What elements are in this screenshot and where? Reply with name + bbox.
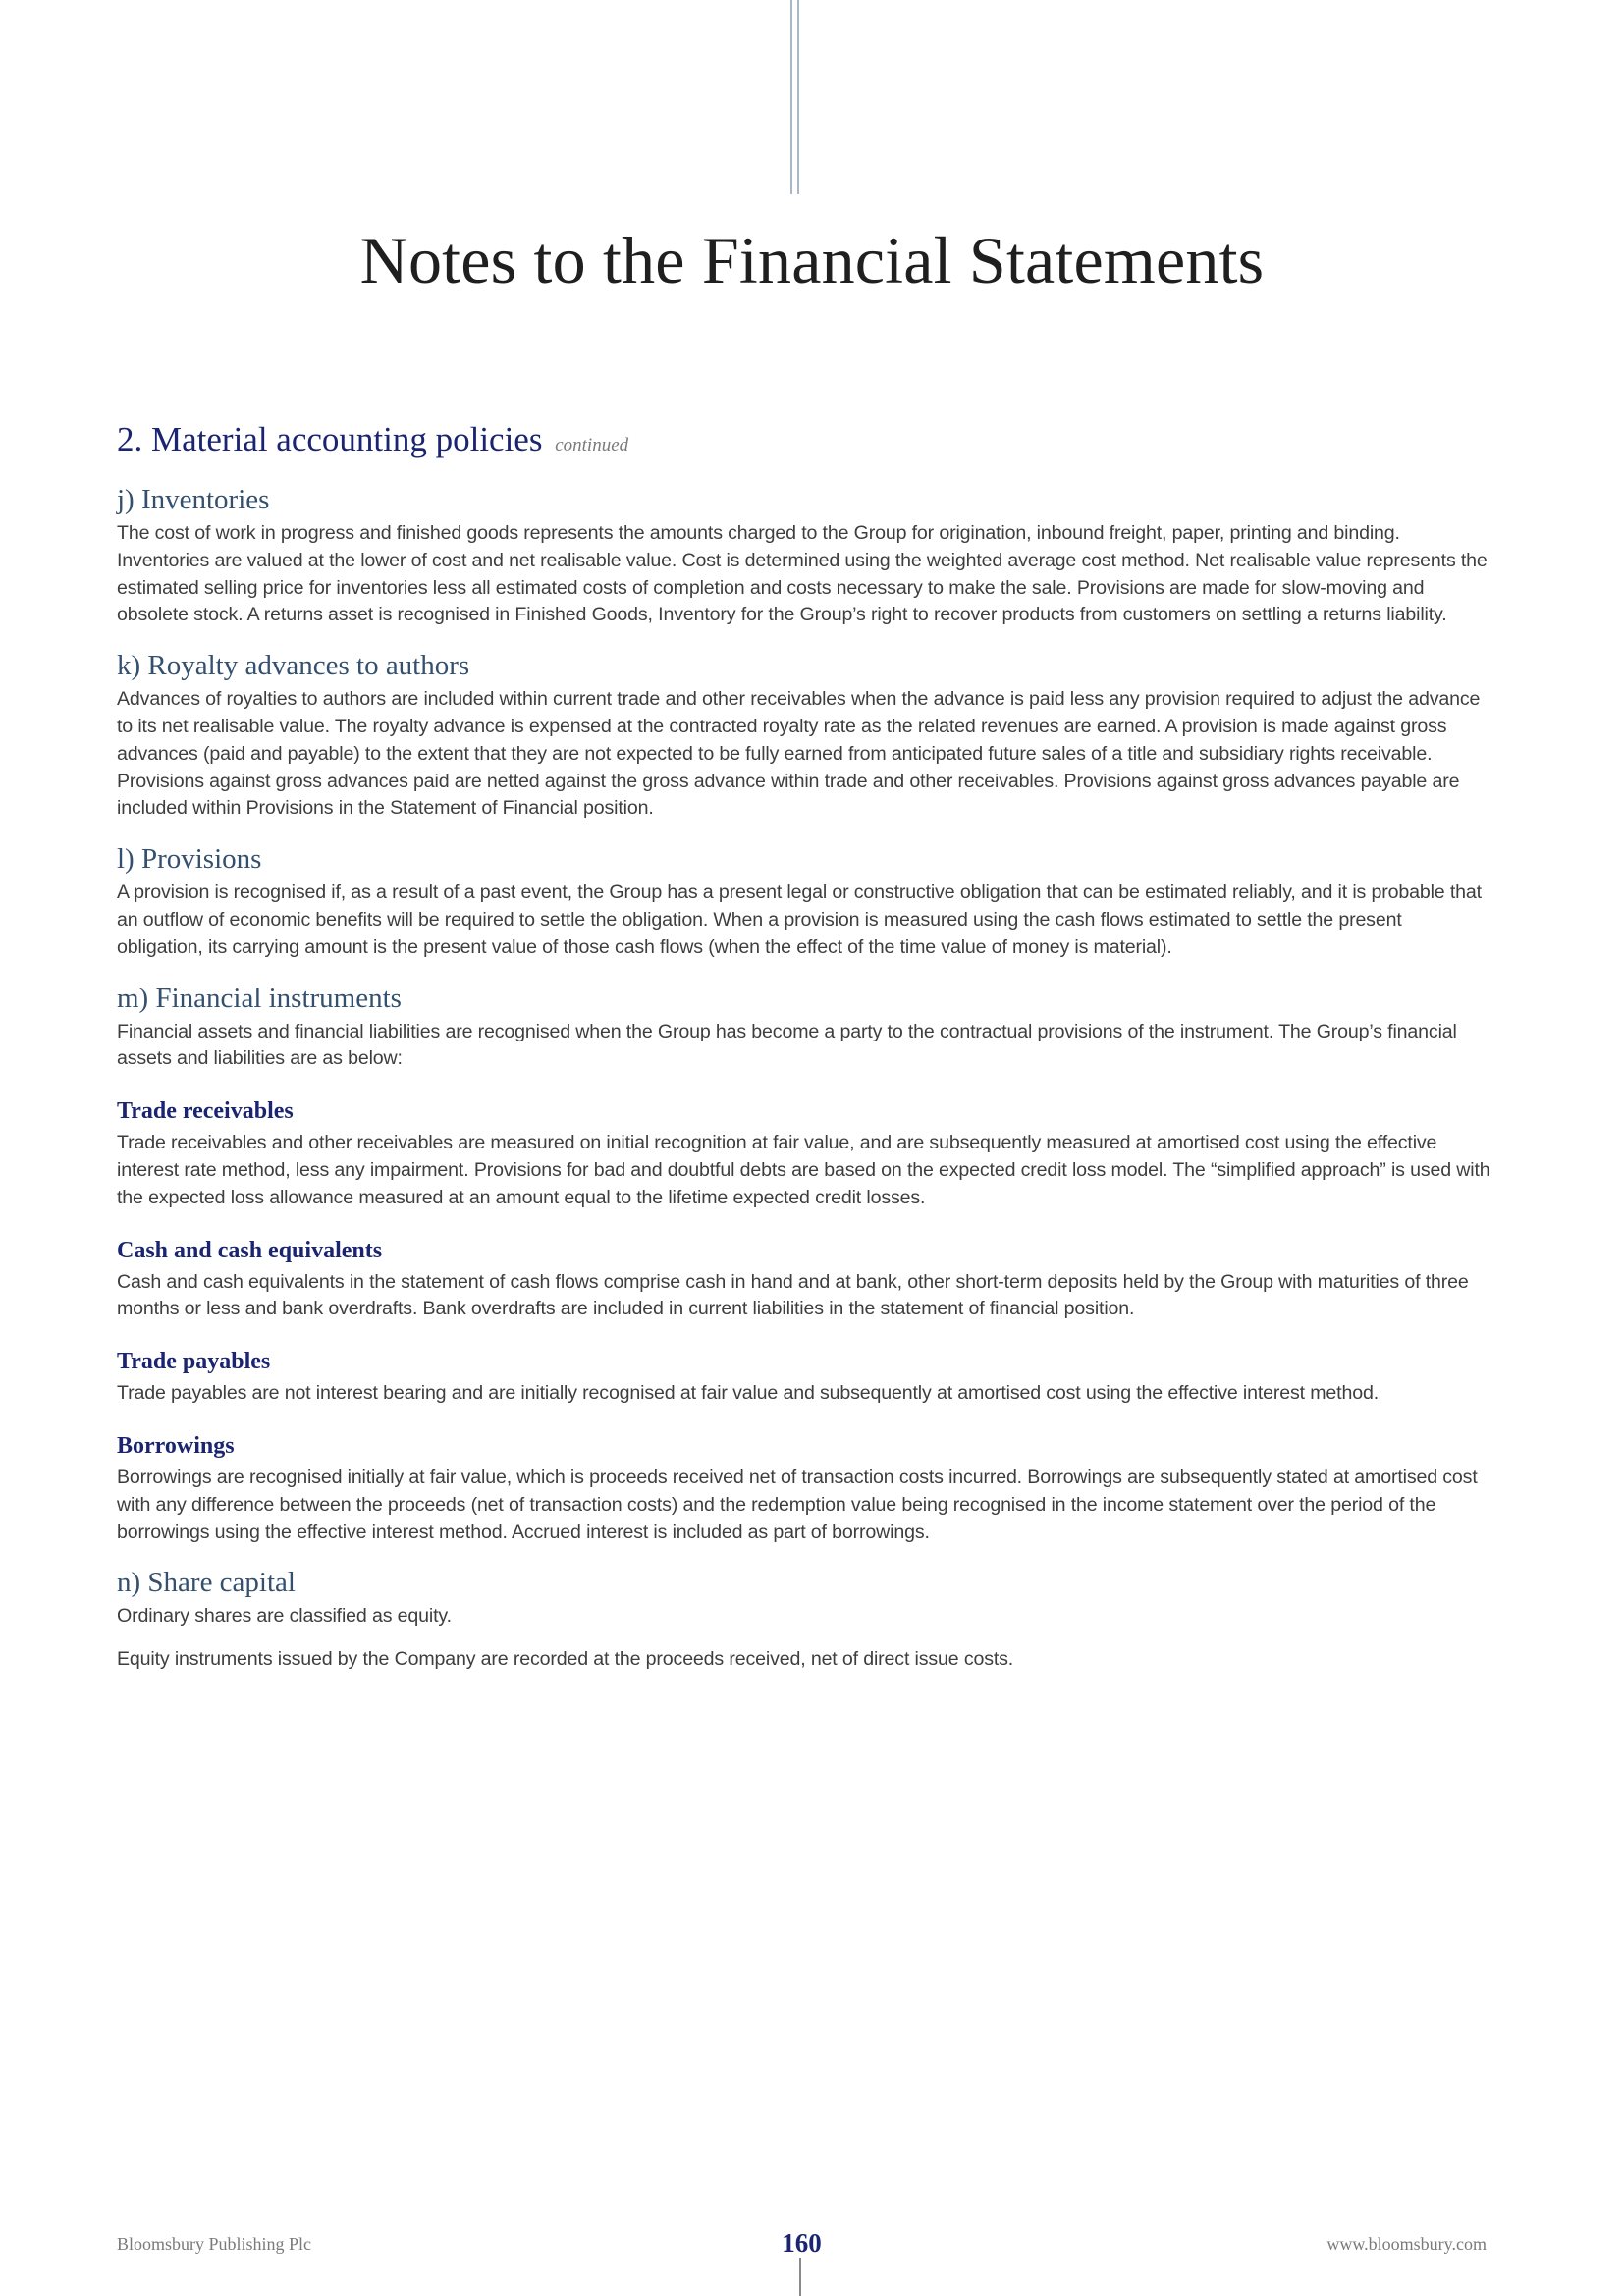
page-number: 160: [782, 2228, 822, 2258]
document-body: [117, 416, 1491, 1689]
section-royalty-advances: [117, 645, 1491, 823]
subheading-financial-instruments: m) Financial instruments: [117, 982, 402, 1014]
rule-line: [797, 0, 799, 194]
subheading-share-capital: n) Share capital: [117, 1567, 296, 1599]
subheading-provisions: l) Provisions: [117, 843, 262, 876]
minor-heading-cash-equivalents: Cash and cash equivalents: [117, 1237, 383, 1263]
paragraph: Ordinary shares are classified as equity.: [117, 1605, 452, 1628]
section-title: [117, 416, 1491, 469]
paragraph: Borrowings are recognised initially at fair value, which is proceeds received net of transaction costs incurred. Borrowings are subsequently stated at amortised cost with any difference between the proceeds (net of transaction costs) and the redemption value being recognised in the income statement over the period of the borrowings using the effective interest method. Accrued interest is included as part of borrowings.: [117, 1466, 1478, 1543]
bottom-decorative-rule: [799, 2258, 801, 2296]
section-inventories: [117, 479, 1491, 629]
footer-website-link[interactable]: www.bloomsbury.com: [1326, 2234, 1487, 2254]
paragraph: Cash and cash equivalents in the statement of cash flows comprise cash in hand and at bank, other short-term deposits held by the Group with maturities of three months or less and bank overdrafts. Bank overdrafts are included in current liabilities in the statement of financial position.: [117, 1270, 1469, 1320]
page-footer: [117, 2228, 1487, 2264]
top-decorative-rule: [790, 0, 800, 194]
continued-label: continued: [555, 435, 629, 455]
paragraph: Trade receivables and other receivables are measured on initial recognition at fair value, and are subsequently measured at amortised cost using the effective interest rate method, less any impairment. Provisions for bad and doubtful debts are based on the expected credit loss model. The “simplified approach” is used with the expected loss allowance measured at an amount equal to the lifetime expected credit losses.: [117, 1132, 1490, 1208]
paragraph: Advances of royalties to authors are included within current trade and other receivables when the advance is paid less any provision required to adjust the advance to its net realisable value. The royalty advance is expensed at the contracted royalty rate as the related revenues are earned. A provision is made against gross advances (paid and payable) to the extent that they are not expected to be fully earned from anticipated future sales of a title and subsidiary rights receivable. Provisions against gross advances paid are netted against the gross advance within trade and other receivables. Provisions against gross advances payable are included within Provisions in the Statement of Financial position.: [117, 688, 1481, 820]
page-title: Notes to the Financial Statements: [359, 223, 1265, 297]
section-share-capital: [117, 1562, 1491, 1674]
footer-company-name: Bloomsbury Publishing Plc: [117, 2234, 312, 2254]
paragraph: Financial assets and financial liabilities are recognised when the Group has become a party to the contractual provisions of the instrument. The Group’s financial assets and liabilities are as below:: [117, 1020, 1457, 1070]
minor-heading-borrowings: Borrowings: [117, 1432, 235, 1459]
rule-line: [790, 0, 792, 194]
item-trade-payables: [117, 1343, 1491, 1408]
subheading-inventories: j) Inventories: [117, 484, 270, 515]
paragraph: The cost of work in progress and finished goods represents the amounts charged to the Group for origination, inbound freight, paper, printing and binding. Inventories are valued at the lower of cost and net realisable value. Cost is determined using the weighted average cost method. Net realisable value represents the estimated selling price for inventories less all estimated costs of completion and costs necessary to make the sale. Provisions are made for slow-moving and obsolete stock. A returns asset is recognised in Finished Goods, Inventory for the Group’s right to recover products from customers on settling a returns liability.: [117, 522, 1488, 626]
item-trade-receivables: [117, 1093, 1491, 1211]
section-title-text: 2. Material accounting policies: [117, 420, 543, 458]
section-financial-instruments: [117, 978, 1491, 1074]
section-provisions: [117, 838, 1491, 961]
item-cash-equivalents: [117, 1232, 1491, 1324]
minor-heading-trade-payables: Trade payables: [117, 1349, 271, 1375]
paragraph: Trade payables are not interest bearing and are initially recognised at fair value and subsequently at amortised cost using the effective interest method.: [117, 1382, 1380, 1405]
minor-heading-trade-receivables: Trade receivables: [117, 1098, 294, 1125]
paragraph: Equity instruments issued by the Company are recorded at the proceeds received, net of direct issue costs.: [117, 1648, 1014, 1671]
subheading-royalty-advances: k) Royalty advances to authors: [117, 650, 470, 682]
item-borrowings: [117, 1427, 1491, 1546]
paragraph: A provision is recognised if, as a result of a past event, the Group has a present legal or constructive obligation that can be estimated reliably, and it is probable that an outflow of economic benefits will be required to settle the obligation. When a provision is measured using the cash flows estimated to settle the present obligation, its carrying amount is the present value of those cash flows (when the effect of the time value of money is material).: [117, 881, 1482, 958]
